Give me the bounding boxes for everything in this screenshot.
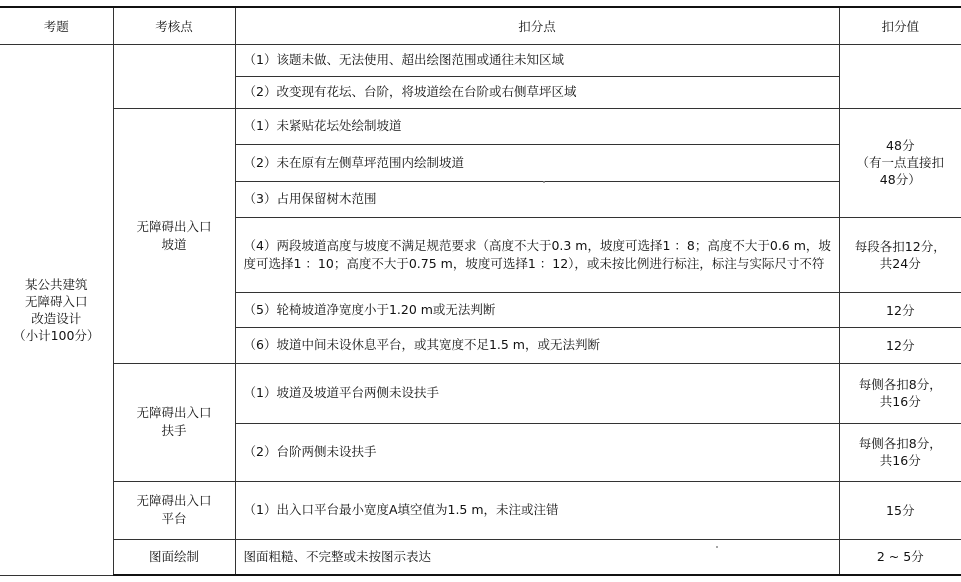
- deduction-cell: （2）改变现有花坛、台阶，将坡道绘在台阶或右侧草坪区域: [235, 76, 839, 108]
- point-line: 无障碍出入口: [136, 218, 212, 234]
- value-line: 48分）: [879, 172, 921, 188]
- header-row: [0, 7, 961, 44]
- header-deduction-value: 扣分值: [839, 7, 961, 44]
- deduction-cell: （1）未紧贴花坛处绘制坡道: [235, 109, 839, 144]
- value-cell: [839, 217, 961, 292]
- table-row: [0, 539, 961, 575]
- deduction-cell: （2）台阶两侧未设扶手: [235, 423, 839, 481]
- deduction-cell: （3）占用保留树木范围: [235, 182, 839, 217]
- value-line: （有一点直接扣: [856, 155, 944, 171]
- scoring-table: [0, 6, 961, 576]
- deduction-cell: （1）出入口平台最小宽度A填空值为1.5 m，未注或注错: [235, 481, 839, 539]
- value-line: 48分: [886, 138, 915, 154]
- deduction-cell: 图面粗糙、不完整或未按图示表达: [235, 539, 839, 575]
- topic-line: 改造设计: [31, 310, 82, 326]
- point-cell-ramp: [113, 109, 235, 364]
- table-row: [0, 481, 961, 539]
- deduction-cell: （1）该题未做、无法使用、超出绘图范围或通往未知区域: [235, 44, 839, 76]
- value-line: 共24分: [879, 255, 921, 271]
- value-line: 共16分: [879, 394, 921, 410]
- deduction-cell: （5）轮椅坡道净宽度小于1.20 m或无法判断: [235, 292, 839, 327]
- value-cell: 2 ~ 5分: [839, 539, 961, 575]
- scan-speck: [543, 181, 545, 183]
- point-line: 坡道: [161, 236, 187, 252]
- value-cell: 12分: [839, 328, 961, 363]
- value-cell-shared: [839, 109, 961, 218]
- point-line: 扶手: [161, 423, 187, 439]
- value-line: 每侧各扣8分，: [858, 377, 942, 393]
- value-line: 共16分: [879, 453, 921, 469]
- value-cell-empty: [839, 44, 961, 108]
- deduction-cell: （2）未在原有左侧草坪范围内绘制坡道: [235, 144, 839, 182]
- topic-line: （小计100分）: [13, 327, 100, 343]
- value-cell: 15分: [839, 481, 961, 539]
- point-cell-handrail: [113, 363, 235, 481]
- header-assessment-point: 考核点: [113, 7, 235, 44]
- deduction-cell: （4）两段坡道高度与坡度不满足规范要求（高度不大于0.3 m，坡度可选择1 ：8；高度不大于0.6 m，坡度可选择1 ：10；高度不大于0.75 m，坡度可选择1 ：12），或未按比例进行标注，标注与实际尺寸不符: [235, 217, 839, 292]
- value-line: 每侧各扣8分，: [858, 436, 942, 452]
- value-line: 每段各扣12分，: [854, 238, 946, 254]
- point-cell-empty: [113, 44, 235, 108]
- value-cell: 12分: [839, 292, 961, 327]
- table-row: [0, 363, 961, 423]
- point-line: 无障碍出入口: [136, 493, 212, 509]
- scan-speck: [716, 546, 718, 548]
- header-deduction-point: 扣分点: [235, 7, 839, 44]
- value-cell: [839, 363, 961, 423]
- topic-cell: [0, 44, 113, 575]
- header-topic: 考题: [0, 7, 113, 44]
- table-row: [0, 109, 961, 144]
- topic-line: 无障碍入口: [24, 293, 88, 309]
- topic-line: 某公共建筑: [24, 276, 88, 292]
- deduction-cell: （6）坡道中间未设休息平台，或其宽度不足1.5 m，或无法判断: [235, 328, 839, 363]
- point-line: 无障碍出入口: [136, 405, 212, 421]
- deduction-cell: （1）坡道及坡道平台两侧未设扶手: [235, 363, 839, 423]
- point-cell-drawing: 图面绘制: [113, 539, 235, 575]
- table-row: [0, 44, 961, 76]
- value-cell: [839, 423, 961, 481]
- point-line: 平台: [161, 511, 187, 527]
- point-cell-platform: [113, 481, 235, 539]
